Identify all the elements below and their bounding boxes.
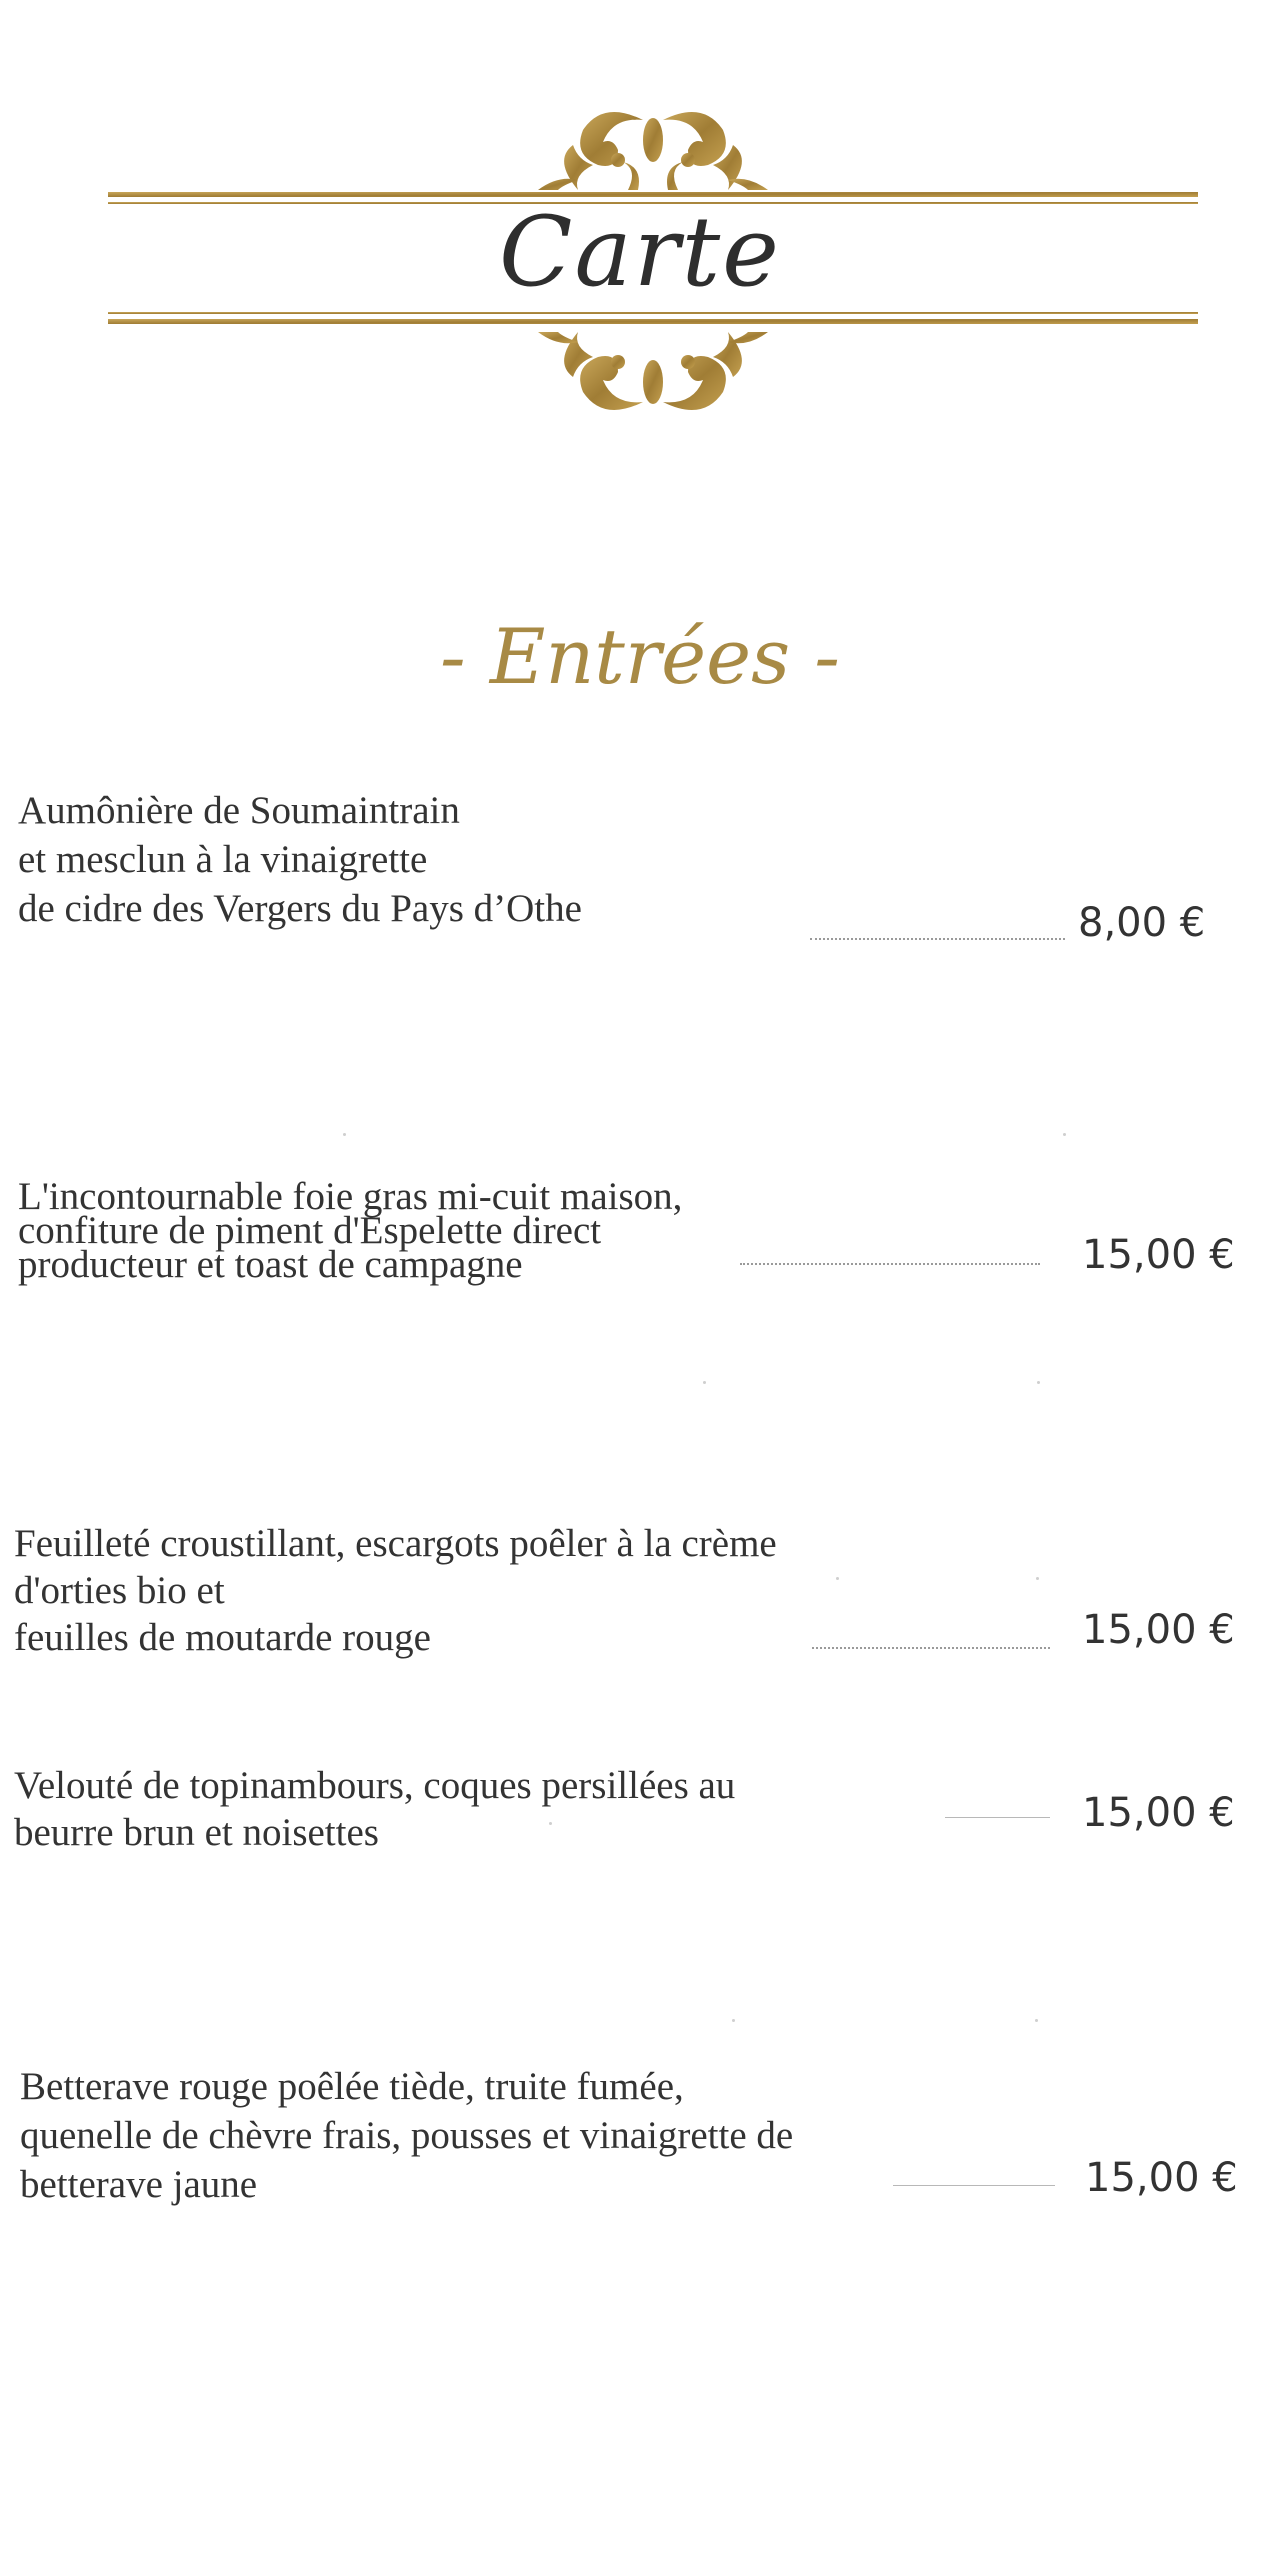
dish-price: 8,00 € (1078, 900, 1206, 946)
speck (1037, 1381, 1040, 1384)
speck (836, 1577, 839, 1580)
price-leader (945, 1817, 1050, 1818)
dish-description-line: L'incontournable foie gras mi-cuit maison, (18, 1175, 683, 1218)
dish-description-line: Betterave rouge poêlée tiède, truite fumée, (20, 2065, 684, 2108)
section-title-entrees: - Entrées - (440, 612, 840, 701)
price-leader (740, 1263, 1040, 1265)
dish-description-line: de cidre des Vergers du Pays d’Othe (18, 887, 582, 930)
dish-item (14, 1762, 735, 1856)
dish-description-line: et mesclun à la vinaigrette (18, 838, 428, 881)
dish-price: 15,00 € (1082, 1790, 1235, 1836)
page-title: Carte (499, 196, 781, 308)
dish-item (18, 786, 582, 933)
dish-description-line: Velouté de topinambours, coques persillées au (14, 1764, 736, 1807)
dish-item (18, 1175, 683, 1286)
dish-price: 15,00 € (1082, 1607, 1235, 1653)
dish-description-line: feuilles de moutarde rouge (14, 1616, 431, 1659)
dish-description-line: confiture de piment d'Espelette direct (18, 1209, 602, 1252)
price-leader (810, 938, 1065, 940)
dish-description-line: beurre brun et noisettes (14, 1811, 379, 1854)
dish-item (14, 1520, 777, 1661)
dish-price: 15,00 € (1085, 2155, 1238, 2201)
top-flourish-icon (538, 112, 768, 190)
speck (703, 1381, 706, 1384)
speck (1035, 2019, 1038, 2022)
dish-description-line: quenelle de chèvre frais, pousses et vinaigrette de (20, 2114, 794, 2157)
dish-description-line: Aumônière de Soumaintrain (18, 789, 460, 832)
speck (1036, 1577, 1039, 1580)
dish-item (20, 2062, 793, 2209)
bottom-flourish-icon (538, 332, 768, 410)
speck (343, 1133, 346, 1136)
dish-price: 15,00 € (1082, 1232, 1235, 1278)
speck (1063, 1133, 1066, 1136)
price-leader (812, 1647, 1050, 1649)
dish-description-line: Feuilleté croustillant, escargots poêler à la crème (14, 1522, 777, 1565)
dish-description-line: betterave jaune (20, 2163, 258, 2206)
speck (549, 1822, 552, 1825)
dish-description-line: d'orties bio et (14, 1569, 225, 1612)
price-leader (893, 2185, 1055, 2186)
dish-description-line: producteur et toast de campagne (18, 1243, 523, 1286)
speck (732, 2019, 735, 2022)
